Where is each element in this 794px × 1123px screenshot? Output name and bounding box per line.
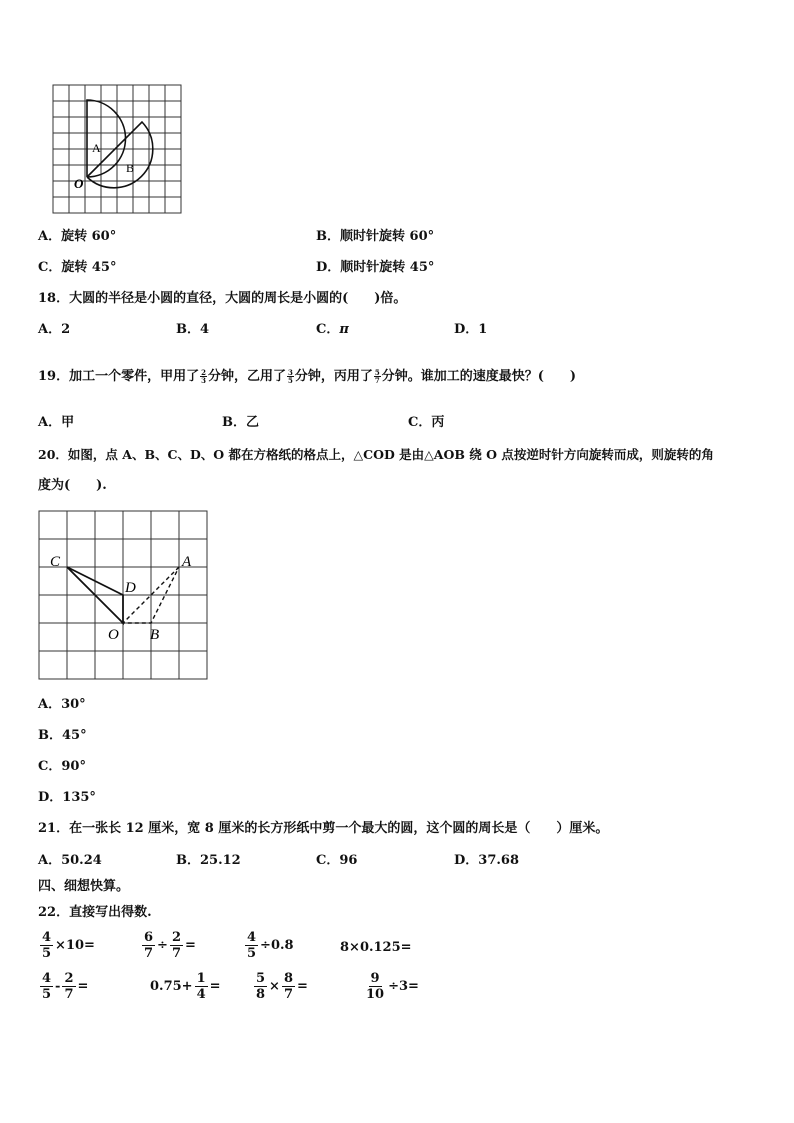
option-key: B． [176,322,200,337]
option-key: D． [454,322,479,337]
denominator: 7 [144,946,154,961]
option-text: 30° [61,697,86,712]
expr-prefix: 0.75+ [150,979,193,994]
q19-text-1: 19．加工一个零件，甲用了 [38,369,200,384]
option-text: 旋转 45° [61,260,117,275]
option-key: C． [316,853,340,868]
expr-tail: = [77,979,89,994]
q20-label-o: O [108,627,119,643]
q19-text-3: 分钟，丙用了 [294,369,373,384]
operator: × [269,979,280,994]
option-key: B． [38,728,62,743]
q20-label-d: D [125,580,136,596]
q17-option-a[interactable] [38,229,116,245]
q20-option-d[interactable] [38,790,96,806]
option-key: D． [38,790,63,805]
option-key: B． [222,415,246,430]
numerator: 2 [64,971,74,986]
q20-stem-line1: 20．如图，点 A、B、C、D、O 都在方格纸的格点上，△COD 是由△AOB 绕 O 点按逆时针方向旋转而成，则旋转的角 [38,447,714,462]
fraction [195,971,208,1002]
fraction [40,971,53,1002]
q19-text-2: 分钟，乙用了 [207,369,286,384]
option-text: 45° [62,728,87,743]
option-text: 37.68 [478,853,519,868]
option-text: 乙 [246,415,260,430]
q19-text-4: 分钟。谁加工的速度最快？( ) [381,369,577,384]
option-key: B． [176,853,200,868]
q21-stem: 21．在一张长 12 厘米，宽 8 厘米的长方形纸中剪一个最大的圆，这个圆的周长是（ ）厘米。 [38,821,609,836]
q22-stem: 22．直接写出得数. [38,905,152,920]
q20-option-c[interactable] [38,759,86,775]
q19-option-b[interactable] [222,415,259,431]
expr-tail: ÷3= [388,979,419,994]
q20-option-b[interactable] [38,728,87,744]
q19-fraction-1 [200,369,207,384]
operator: ÷ [157,938,168,953]
option-text: 甲 [61,415,75,430]
numerator: 3 [287,368,293,377]
q17-option-b[interactable] [316,229,434,245]
q19-option-a[interactable] [38,415,74,431]
numerator: 1 [196,971,206,986]
q17-grid [53,85,181,213]
option-key: B． [316,229,340,244]
option-text: 96 [339,853,358,868]
numerator: 8 [283,971,293,986]
calc-5 [38,971,88,1002]
option-text: 90° [61,759,86,774]
option-text: 25.12 [200,853,241,868]
denominator: 5 [42,987,52,1002]
q17-label-o: O [74,176,84,191]
option-text: 旋转 60° [61,229,117,244]
numerator: 2 [201,368,206,377]
fraction [170,930,183,961]
denominator: 5 [287,376,293,385]
q17-option-c[interactable] [38,260,116,276]
option-text: 50.24 [61,853,102,868]
fraction [245,930,258,961]
denominator: 4 [196,987,206,1002]
denominator: 3 [201,376,206,385]
calc-2 [140,930,196,961]
q20-label-c: C [50,554,61,570]
option-text: 2 [61,322,71,337]
q17-label-a: A [92,141,101,155]
calc-3 [243,930,294,961]
fraction [62,971,75,1002]
option-text: π [339,322,349,337]
calc-1 [38,930,95,961]
denominator: 5 [247,946,257,961]
numerator: 6 [144,930,154,945]
q18-stem: 18．大圆的半径是小圆的直径，大圆的周长是小圆的( )倍。 [38,291,407,306]
option-key: A． [38,322,62,337]
fraction [40,930,53,961]
calc-8 [362,971,419,1002]
option-key: D． [316,260,341,275]
numerator: 5 [256,971,266,986]
q21-option-a[interactable] [38,853,102,869]
option-key: C． [408,415,432,430]
numerator: 9 [370,971,380,986]
expr-tail: ×10= [55,938,95,953]
numerator: 4 [42,971,52,986]
fraction [254,971,267,1002]
calc-7 [252,971,308,1002]
q19-fraction-3 [374,369,381,384]
calc-6 [150,971,221,1002]
option-text: 4 [200,322,210,337]
q18-option-d[interactable] [454,322,487,338]
q17-label-b: B [126,161,135,175]
q18-option-b[interactable] [176,322,209,338]
denominator: 5 [42,946,52,961]
option-key: A． [38,697,62,712]
option-key: A． [38,229,62,244]
denominator: 7 [64,987,74,1002]
q21-option-c[interactable] [316,853,357,869]
fraction [282,971,295,1002]
denominator: 7 [283,987,293,1002]
denominator: 8 [256,987,266,1002]
q20-option-a[interactable] [38,697,86,713]
expr-text: 8×0.125= [340,940,412,955]
option-key: C． [38,260,62,275]
option-key: C． [316,322,340,337]
q17-figure [50,82,190,222]
denominator: 10 [366,987,385,1002]
expr-tail: ÷0.8 [260,938,294,953]
fraction [364,971,386,1002]
q19-option-c[interactable] [408,415,444,431]
q20-figure [36,508,212,684]
option-key: D． [454,853,479,868]
option-text: 135° [62,790,96,805]
numerator: 5 [374,368,380,377]
option-text: 1 [478,322,488,337]
q20-label-b: B [150,627,160,643]
section-heading: 四、细想快算。 [38,879,130,894]
numerator: 4 [42,930,52,945]
q20-stem-line2: 度为( ). [38,478,107,493]
option-text: 顺时针旋转 45° [340,260,435,275]
q20-label-a: A [182,554,192,570]
q17-option-d[interactable] [316,260,434,276]
q21-option-d[interactable] [454,853,519,869]
q18-option-a[interactable] [38,322,70,338]
fraction [142,930,155,961]
option-text: 顺时针旋转 60° [340,229,435,244]
expr-tail: = [209,979,221,994]
option-key: A． [38,415,62,430]
denominator: 7 [171,946,181,961]
q19-fraction-2 [287,369,294,384]
option-text: 丙 [431,415,445,430]
q19-stem [38,367,576,387]
expr-tail: = [297,979,308,994]
denominator: 7 [374,376,380,385]
numerator: 2 [171,930,181,945]
option-key: A． [38,853,62,868]
option-key: C． [38,759,62,774]
calc-4 [340,940,412,955]
operator: - [55,979,61,994]
numerator: 4 [247,930,257,945]
q21-option-b[interactable] [176,853,241,869]
q18-option-c[interactable] [316,322,349,338]
expr-tail: = [185,938,196,953]
